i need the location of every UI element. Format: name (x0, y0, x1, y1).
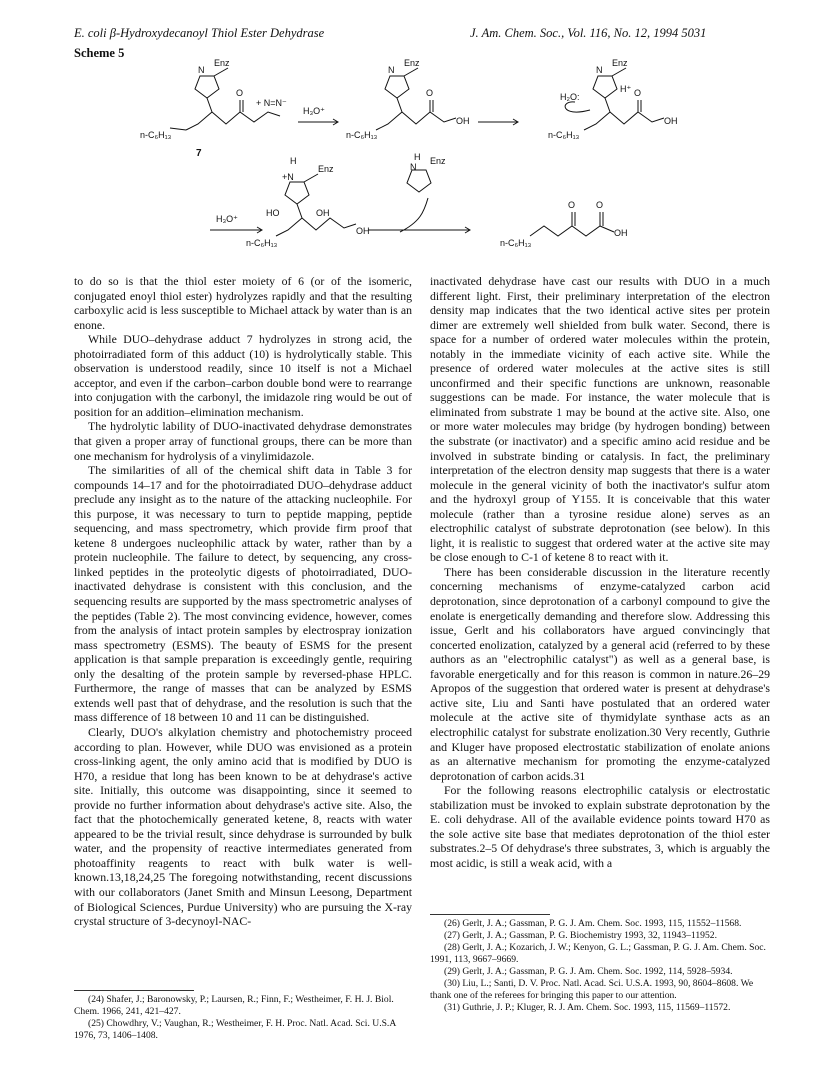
structure-tetrahedral (276, 174, 356, 236)
svg-text:Enz: Enz (318, 164, 334, 174)
svg-text:n-C₆H₁₃: n-C₆H₁₃ (346, 130, 378, 140)
paragraph: For the following reasons electrophilic catalysis or electrostatic stabilization must be invoked to explain substrate deprotonation by the E. coli dehydrase. All of the available evidence points toward H70 as the sole active site base that mediates deprotonation of the thiol ester substrates.2–5 Of dehydrase's three substrates, 3, which is arguably the most acidic, is still a weak acid, with a (430, 783, 770, 870)
footnote: (25) Chowdhry, V.; Vaughan, R.; Westheimer, F. H. Proc. Natl. Acad. Sci. U.S.A 1976, 73, 1406–1408. (74, 1018, 396, 1041)
footnotes-left (74, 994, 412, 1042)
footnote-rule (74, 990, 194, 991)
scheme-title: Scheme 5 (74, 46, 125, 60)
structure-final-acid (530, 212, 614, 236)
svg-text:H₃O⁺: H₃O⁺ (216, 214, 238, 224)
paragraph: There has been considerable discussion in the literature recently concerning mechanisms of enzyme-catalyzed carbon acid deprotonation, since deprotonation of a carbonyl compound to give the enolate is energetically demanding and therefore slow. Addressing this issue, Gerlt and his collaborators have argued convincingly that concerted enolization, catalyzed by a general acid (referred to by these authors as an "electrophilic catalyst") as well as a general base, is favorable energetically and for this reason is common in nature.26–29 Apropos of the suggestion that ordered water is present at dehydrase's active site, Liu and Santi have postulated that an ordered water molecule at the active site of thymidylate synthase acts as an electrophilic catalyst for substrate enolization.30 Very recently, Guthrie and Kluger have proposed electrostatic stabilization of enolate anions as an alternative mechanism for promoting the enzyme-catalyzed deprotonation of carbon acids.31 (430, 564, 770, 783)
svg-text:N: N (388, 65, 395, 75)
svg-text:n-C₆H₁₃: n-C₆H₁₃ (548, 130, 580, 140)
svg-text:N: N (198, 65, 205, 75)
svg-text:H: H (290, 156, 297, 166)
svg-text:OH: OH (356, 226, 370, 236)
svg-text:Enz: Enz (430, 156, 446, 166)
footnote: (30) Liu, L.; Santi, D. V. Proc. Natl. Acad. Sci. U.S.A. 1993, 90, 8604–8608. We thank one of the referees for bringing this paper to our attention. (430, 978, 754, 1001)
svg-text:H: H (414, 152, 421, 162)
svg-text:H₂O:: H₂O: (560, 92, 580, 102)
svg-text:HO: HO (266, 208, 280, 218)
compound-7-label: 7 (196, 148, 202, 159)
structure-acid (376, 68, 456, 130)
svg-text:OH: OH (664, 116, 678, 126)
left-column (74, 274, 412, 929)
svg-text:+ N=N⁻: + N=N⁻ (256, 98, 287, 108)
running-header-left: E. coli β-Hydroxydecanoyl Thiol Ester Dehydrase (74, 26, 325, 40)
footnote-rule (430, 914, 550, 915)
svg-text:n-C₆H₁₃: n-C₆H₁₃ (140, 130, 172, 140)
svg-text:n-C₆H₁₃: n-C₆H₁₃ (500, 238, 532, 248)
svg-text:N: N (410, 162, 417, 172)
svg-text:N: N (596, 65, 603, 75)
svg-text:n-C₆H₁₃: n-C₆H₁₃ (246, 238, 278, 248)
footnote: (29) Gerlt, J. A.; Gassman, P. G. J. Am. Chem. Soc. 1992, 114, 5928–5934. (444, 966, 733, 977)
svg-text:OH: OH (316, 208, 330, 218)
footnote: (27) Gerlt, J. A.; Gassman, P. G. Biochemistry 1993, 32, 11943–11952. (444, 930, 717, 941)
paragraph: The hydrolytic lability of DUO-inactivated dehydrase demonstrates that given a proper array of functional groups, there can be more than one mechanism for hydrolysis of a vinylimidazole. (74, 419, 412, 463)
right-column (430, 274, 770, 870)
footnote: (26) Gerlt, J. A.; Gassman, P. G. J. Am. Chem. Soc. 1993, 115, 11552–11568. (444, 918, 742, 929)
paragraph: While DUO–dehydrase adduct 7 hydrolyzes in strong acid, the photoirradiated form of this adduct (10) is hydrolytically stable. This observation is understood readily, since 10 itself is not a Michael acceptor, and even if the carbon–carbon double bond were to rearrange into conjugation with the carbonyl, the imidazole ring would be out of position for an addition–elimination mechanism. (74, 332, 412, 419)
svg-text:O: O (634, 88, 642, 98)
svg-text:OH: OH (614, 228, 628, 238)
footnote: (31) Guthrie, J. P.; Kluger, R. J. Am. Chem. Soc. 1993, 115, 11569–11572. (444, 1002, 731, 1013)
svg-text:Enz: Enz (404, 58, 420, 68)
svg-text:Enz: Enz (612, 58, 628, 68)
paragraph: to do so is that the thiol ester moiety of 6 (or of the isomeric, conjugated enoyl thiol ester) hydrolyzes rapidly and that the resulting carboxylic acid is less susceptible to Michael attack by water than is an enone. (74, 274, 412, 332)
footnote: (28) Gerlt, J. A.; Kozarich, J. W.; Kenyon, G. L.; Gassman, P. G. J. Am. Chem. Soc. 1991, 113, 9667–9669. (430, 942, 766, 965)
svg-text:O: O (426, 88, 434, 98)
svg-text:O: O (596, 200, 604, 210)
footnote: (24) Shafer, J.; Baronowsky, P.; Laursen, R.; Finn, F.; Westheimer, F. H. J. Biol. Chem. 1966, 241, 421–427. (74, 994, 394, 1017)
svg-text:H₃O⁺: H₃O⁺ (303, 106, 325, 116)
svg-text:OH: OH (456, 116, 470, 126)
running-header-right: J. Am. Chem. Soc., Vol. 116, No. 12, 1994 5031 (470, 26, 707, 40)
paragraph: The similarities of all of the chemical shift data in Table 3 for compounds 14–17 and for the photoirradiated DUO–dehydrase adduct preclude any insight as to the nature of the attacking nucleophile. For this purpose, it was necessary to turn to peptide mapping, peptide sequencing, and mass spectrometry, which provide firm proof that ketene 8 undergoes nucleophilic attack by water, rather than by a protein nucleophile. The failure to detect, by sequencing, any cross-linked peptides in the proteolytic digests of photoirradiated, DUO-inactivated dehydrase is consistent with this conclusion, and the sequencing results are supported by the mass spectrometric analyses of the peptides (Table 2). The most convincing evidence, however, comes from the analysis of intact protein samples by electrospray ionization mass spectrometry (ESMS). The beauty of ESMS for the present application is that sample preparation is exceedingly gentle, requiring only the desalting of the protein sample by reversed-phase HPLC. Furthermore, the range of masses that can be analyzed by ESMS extends well past that of dehydrase, and the resolution is such that the mass difference of 18 between 10 and 11 can be distinguished. (74, 463, 412, 725)
svg-text:+N: +N (282, 172, 294, 182)
scheme-5-diagram (0, 0, 820, 280)
svg-text:H⁺: H⁺ (620, 84, 632, 94)
paragraph: inactivated dehydrase have cast our results with DUO in a much different light. First, their preliminary interpretation of the electron density map indicates that the two identical active sites per protein dimer are extremely well shielded from bulk water. Second, there is space for a number of ordered water molecules within the protein, notably in the immediate vicinity of each active site. While the presence of ordered water molecules at the active sites is still unconfirmed and their specific functions are unknown, reasonable suggestions can be made. For instance, the water molecule that is eliminated from substrate 1 may be bound at the active site. Also, one or more water molecules may bridge (by hydrogen bonding) between the substrate (or inactivator) and a specific amino acid residue and be involved in substrate binding or catalysis. In fact, the preliminary interpretation of the electron density map suggests that there is a water molecule in the general vicinity of both the inactivator's sulfur atom and the hydroxyl group of Y155. It is conceivable that this water molecule (rather than a tyrosine residue alone) serves as an electrophilic catalyst of substrate deprotonation (see below). In this light, it is realistic to suggest that ordered water at the active site may be close enough to C-1 of ketene 8 to react with it. (430, 274, 770, 565)
svg-text:Enz: Enz (214, 58, 230, 68)
structure-hydrated (565, 68, 664, 130)
svg-text:O: O (568, 200, 576, 210)
svg-text:O: O (236, 88, 244, 98)
footnotes-right (430, 918, 770, 1014)
paragraph: Clearly, DUO's alkylation chemistry and photochemistry proceed according to plan. However, while DUO was envisioned as a protein cross-linking agent, the only amino acid that is modified by DUO is H70, a residue that long has been known to be at dehydrase's active site. Initially, this outcome was disappointing, since it seemed to provide no further information about dehydrase's active site. Also, the fact that the photochemically generated ketene, 8, reacts with water appeared to be the trivial result, since dehydrase is surrounded by bulk water, and the propensity of reactive intermediates generated from photoaffinity reagents to react with bulk water is well-known.13,18,24,25 The foregoing notwithstanding, recent discussions with our collaborators (Janet Smith and Minsun Leesong, Department of Biological Sciences, Purdue University) who are pursuing the X-ray crystal structure of 3-decynoyl-NAC- (74, 724, 412, 929)
